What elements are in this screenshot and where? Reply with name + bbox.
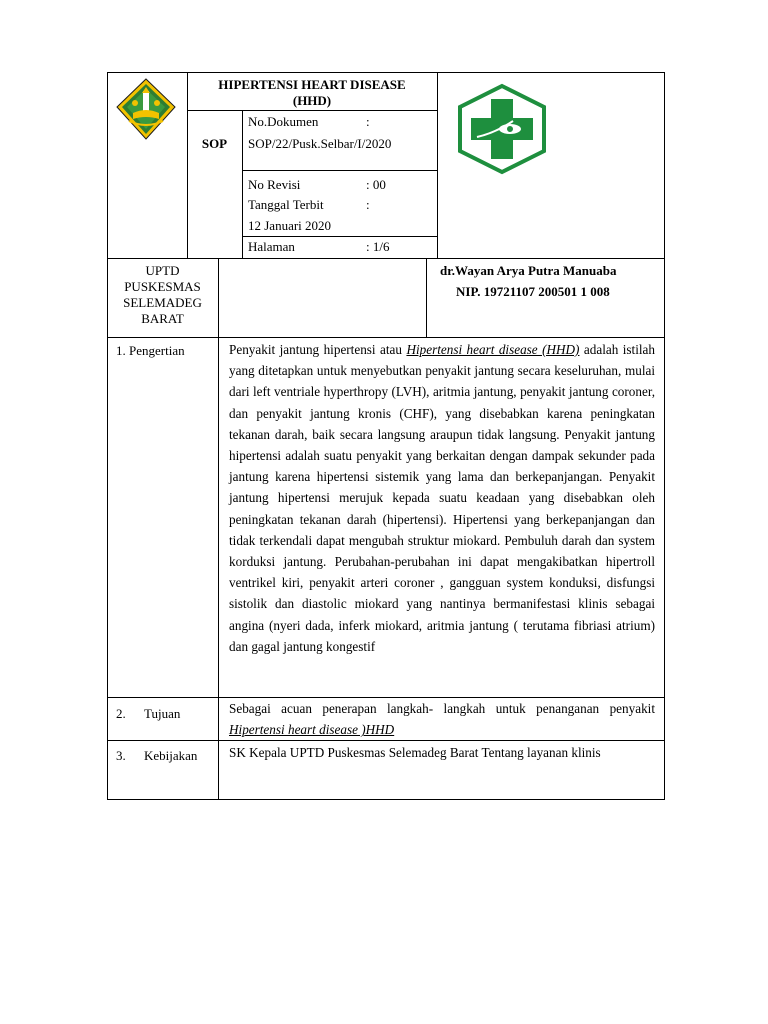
signatory-name: dr.Wayan Arya Putra Manuaba bbox=[440, 263, 617, 278]
divider bbox=[218, 337, 219, 800]
tujuan-term: Hipertensi heart disease )HHD bbox=[229, 722, 395, 738]
page-label: Halaman bbox=[248, 239, 295, 254]
divider bbox=[437, 72, 438, 259]
document-title-line2: (HHD) bbox=[292, 93, 332, 108]
pengertian-body: adalah istilah yang ditetapkan untuk menyebutkan penyakit jantung secara keseluruhan, mulai dari left ventriale hyperthropy (LVH), aritmia jantung, penyakit jantung coroner, dan penyakit jantung kronis (CHF), yang disebabkan karena peningkatan tekanan darah, baik secara langsung araupun tidak langsung. Penyakit jantung hipertensi adalah suatu penyakit yang berkaitan dengan dampak sekunder pada jantung karena hipertensi sistemik yang lama dan berkepanjangan. Penyakit jantung hipertensi merujuk kepada suatu keadaan yang disebabkan oleh peningkatan tekanan darah (hipertensi). Hipertensi yang berkepanjangan dan tidak terkendali dapat mengubah struktur miokard. Pembuluh darah dan system korduksi jantung. Perubahan-perubahan ini dapat mengakibatkan hipertroll ventrikel kiri, penyakit arteri coroner , gangguan system konduksi, disfungsi sistolik dan diastolic miokard yang nantinya bermanifestasi klinis sebagai angina (nyeri dada, inferk miokard, aritmia jantung ( terutama fibriasi atrium) dan gagal jantung kongestif bbox=[229, 342, 655, 654]
issue-date-value: 12 Januari 2020 bbox=[248, 218, 332, 233]
pengertian-intro: Penyakit jantung hipertensi atau bbox=[229, 342, 407, 357]
revision-value: : 00 bbox=[366, 177, 386, 192]
issue-date-label: Tanggal Terbit bbox=[248, 197, 324, 212]
pengertian-term: Hipertensi heart disease (HHD) bbox=[406, 342, 580, 357]
section-kebijakan-text bbox=[229, 742, 655, 763]
regional-emblem-logo bbox=[115, 77, 177, 141]
signatory-nip: NIP. 19721107 200501 1 008 bbox=[456, 284, 610, 299]
doc-number-colon: : bbox=[366, 114, 370, 129]
doc-number-value: SOP/22/Pusk.Selbar/I/2020 bbox=[248, 136, 392, 151]
divider bbox=[187, 110, 437, 111]
tujuan-body: Sebagai acuan penerapan langkah- langkah untuk penanganan penyakit bbox=[229, 701, 655, 716]
org-name-line3: SELEMADEG bbox=[123, 295, 202, 310]
org-name-line2: PUSKESMAS bbox=[124, 279, 201, 294]
page-value: : 1/6 bbox=[366, 239, 390, 254]
sop-label: SOP bbox=[201, 136, 228, 151]
divider bbox=[242, 236, 437, 237]
divider bbox=[242, 170, 437, 171]
org-name-line1: UPTD bbox=[145, 263, 180, 278]
section-kebijakan-label: Kebijakan bbox=[144, 748, 198, 763]
revision-label: No Revisi bbox=[248, 177, 301, 192]
section-pengertian-text bbox=[229, 339, 655, 657]
document-title-line1: HIPERTENSI HEART DISEASE bbox=[218, 77, 406, 92]
section-tujuan-label: Tujuan bbox=[144, 706, 181, 721]
divider bbox=[426, 258, 427, 338]
regional-emblem-icon bbox=[115, 77, 177, 141]
section-kebijakan-number: 3. bbox=[116, 748, 126, 763]
section-pengertian-label: 1. Pengertian bbox=[116, 343, 185, 358]
doc-number-label: No.Dokumen bbox=[248, 114, 319, 129]
cross-icon bbox=[455, 83, 549, 175]
section-tujuan-text bbox=[229, 698, 655, 740]
section-tujuan-number: 2. bbox=[116, 706, 126, 721]
puskesmas-logo bbox=[455, 83, 549, 175]
issue-date-colon: : bbox=[366, 197, 370, 212]
org-name-line4: BARAT bbox=[141, 311, 184, 326]
divider bbox=[218, 258, 219, 338]
kebijakan-body: SK Kepala UPTD Puskesmas Selemadeg Barat Tentang layanan klinis bbox=[229, 745, 601, 760]
